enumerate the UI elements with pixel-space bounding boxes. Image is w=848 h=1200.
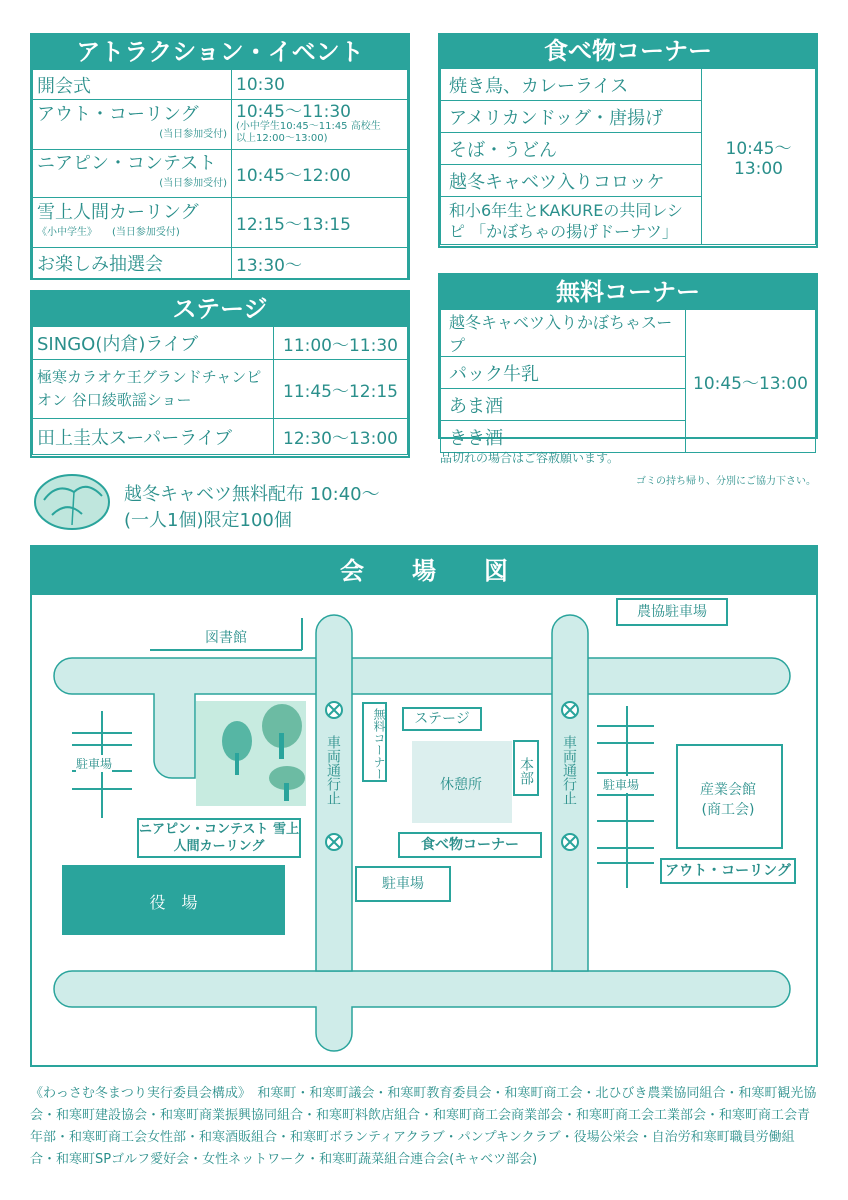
attraction-name: ニアピン・コンテスト — [37, 152, 217, 174]
label-no-vehicle-right: 車両通行止 — [561, 735, 577, 805]
food-item: 和小6年生とKAKUREの共同レシピ 「かぼちゃの揚げドーナツ」 — [441, 197, 702, 245]
label-out-calling: アウト・コーリング — [660, 858, 796, 884]
food-time: 10:45〜13:00 — [702, 69, 816, 245]
stage-act: 田上圭太スーパーライブ — [33, 419, 274, 455]
free-time: 10:45〜13:00 — [686, 310, 816, 453]
free-item: きき酒 — [441, 421, 686, 453]
label-free-corner: 無料コーナー — [362, 702, 387, 782]
table-row — [33, 360, 408, 419]
stage-title: ステージ — [32, 292, 408, 326]
attraction-name: お楽しみ抽選会 — [33, 248, 232, 279]
stage-act: SINGO(内倉)ライブ — [33, 327, 274, 360]
food-item: 焼き鳥、カレーライス — [441, 69, 702, 101]
label-parking-right: 駐車場 — [603, 778, 640, 792]
stage-panel — [30, 290, 410, 458]
attraction-name: アウト・コーリング — [37, 103, 199, 125]
stage-time: 12:30〜13:00 — [274, 419, 408, 455]
food-item: アメリカンドッグ・唐揚げ — [441, 101, 702, 133]
map-title: 会 場 図 — [32, 547, 816, 595]
free-item: あま酒 — [441, 389, 686, 421]
label-no-vehicle-left: 車両通行止 — [325, 735, 341, 805]
bottom-road — [54, 971, 790, 1051]
label-nokyo-parking: 農協駐車場 — [616, 598, 728, 626]
label-nearpin-curling: ニアピン・コンテスト 雪上人間カーリング — [137, 818, 301, 858]
table-row — [33, 70, 408, 100]
attraction-time: 12:15〜13:15 — [232, 198, 408, 248]
table-row — [33, 419, 408, 455]
attractions-table — [32, 69, 408, 279]
food-panel — [438, 33, 818, 248]
table-row — [441, 69, 816, 101]
label-yakuba: 役 場 — [149, 893, 198, 912]
food-item: そば・うどん — [441, 133, 702, 165]
label-sangyo: 産業会館 (商工会) — [700, 782, 756, 818]
label-rest: 休憩所 — [440, 777, 482, 793]
label-parking-center: 駐車場 — [355, 866, 451, 902]
food-title: 食べ物コーナー — [440, 35, 816, 68]
cabbage-line1: 越冬キャベツ無料配布 10:40〜 — [124, 484, 380, 505]
attraction-time: 10:30 — [232, 70, 408, 100]
free-panel — [438, 273, 818, 449]
attractions-title: アトラクション・イベント — [32, 35, 408, 69]
cabbage-line2: (一人1個)限定100個 — [124, 510, 292, 531]
attraction-note: (当日参加受付) — [159, 177, 227, 189]
free-table — [440, 309, 816, 453]
committee-text: 《わっさむ冬まつり実行委員会構成》 和寒町・和寒町議会・和寒町教育委員会・和寒町商工会・北ひびき農業協同組合・和寒町観光協会・和寒町建設協会・和寒町商業振興協同組合・和寒町料飲店組合・和寒町商工会商業部会・和寒町商工会工業部会・和寒町商工会青年部・和寒町商工会女性部・和寒酒販組合・和寒町ボランティアクラブ・パンプキンクラブ・役場公栄会・自治労和寒町職員労働組合・和寒町SPゴルフ愛好会・女性ネットワーク・和寒町蔬菜組合連合会(キャベツ部会) — [30, 1086, 817, 1167]
free-note-stock: 品切れの場合はご容赦願います。 — [440, 451, 620, 465]
food-item: 越冬キャベツ入りコロッケ — [441, 165, 702, 197]
food-table — [440, 68, 816, 245]
stage-act: 極寒カラオケ王グランドチャンピオン 谷口綾歌謡ショー — [33, 360, 274, 419]
attraction-time: 13:30〜 — [232, 248, 408, 279]
label-library: 図書館 — [205, 630, 247, 646]
free-item: 越冬キャベツ入りかぼちゃスープ — [441, 310, 686, 357]
stage-table — [32, 326, 408, 455]
attraction-note: (当日参加受付) — [159, 128, 227, 140]
table-row — [441, 310, 816, 357]
cabbage-icon — [32, 470, 112, 532]
attraction-time: 10:45〜12:00 — [232, 150, 408, 198]
free-note-trash: ゴミの持ち帰り、分別にご協力下さい。 — [636, 476, 816, 487]
stage-time: 11:00〜11:30 — [274, 327, 408, 360]
table-row — [33, 248, 408, 279]
attraction-note: 《小中学生》 (当日参加受付) — [37, 226, 180, 238]
attraction-name: 雪上人間カーリング — [37, 201, 199, 223]
attraction-time-note: (小中学生10:45〜11:45 高校生以上12:00〜13:00) — [236, 121, 381, 144]
stage-time: 11:45〜12:15 — [274, 360, 408, 419]
label-stage: ステージ — [402, 707, 482, 731]
attraction-name: 開会式 — [33, 70, 232, 100]
attraction-time: 10:45〜11:30 — [236, 102, 351, 122]
table-row — [33, 327, 408, 360]
table-row — [33, 100, 408, 150]
free-item: パック牛乳 — [441, 357, 686, 389]
label-food-corner: 食べ物コーナー — [398, 832, 542, 858]
attractions-panel — [30, 33, 410, 280]
label-parking-left: 駐車場 — [76, 757, 113, 771]
free-title: 無料コーナー — [440, 275, 816, 309]
table-row — [33, 150, 408, 198]
table-row — [33, 198, 408, 248]
label-honbu: 本部 — [513, 740, 539, 796]
